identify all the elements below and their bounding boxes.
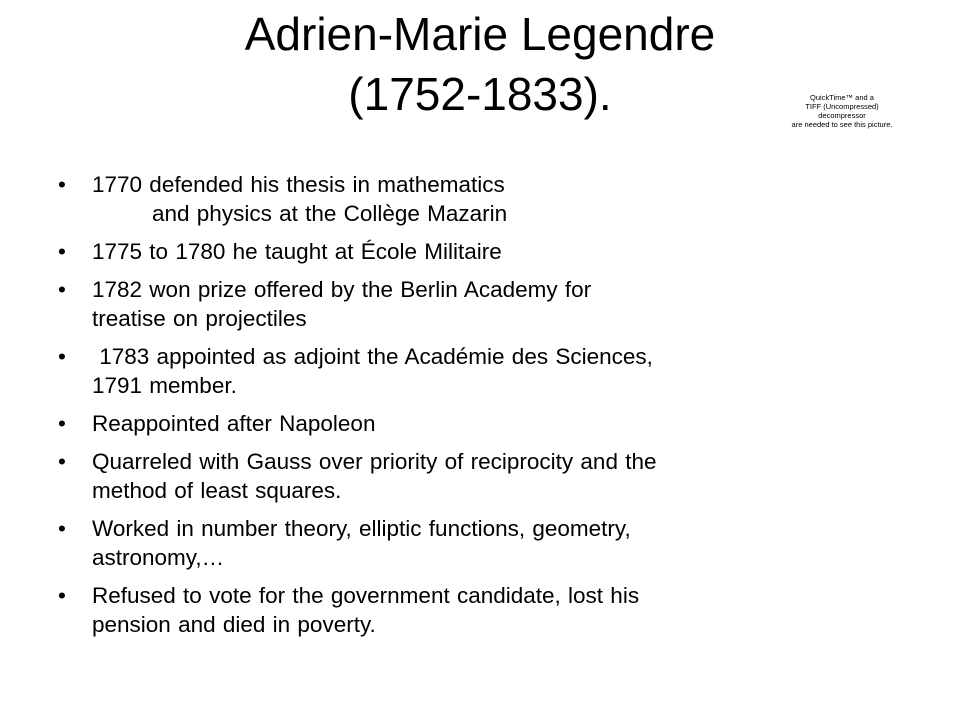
slide-title [120,4,840,124]
bullet-dot-icon: • [58,344,66,369]
bullet-text: Quarreled with Gauss over priority of reciprocity and the [92,449,657,474]
title-line-2: (1752-1833). [348,68,612,120]
placeholder-text-line-2: TIFF (Uncompressed) decompressor [805,102,879,120]
bullet-item [56,275,936,333]
bullet-item [56,581,936,639]
bullet-dot-icon: • [58,449,66,474]
bullet-text: pension and died in poverty. [92,612,376,637]
bullet-text: Refused to vote for the government candidate, lost his [92,583,640,608]
bullet-dot-icon: • [58,277,66,302]
bullet-item [56,237,936,266]
bullet-text: treatise on projectiles [92,306,307,331]
bullet-item [56,342,936,400]
bullet-dot-icon: • [58,516,66,541]
bullet-text: 1783 appointed as adjoint the Académie des Sciences, [92,344,653,369]
bullet-list [56,170,936,648]
placeholder-text-line-1: QuickTime™ and a [810,93,874,102]
bullet-dot-icon: • [58,583,66,608]
bullet-item [56,170,936,228]
bullet-text: Worked in number theory, elliptic functions, geometry, [92,516,631,541]
bullet-item [56,514,936,572]
bullet-dot-icon: • [58,239,66,264]
bullet-text: 1770 defended his thesis in mathematics [92,172,505,197]
bullet-text: 1782 won prize offered by the Berlin Academy for [92,277,592,302]
bullet-text: astronomy,… [92,545,225,570]
missing-picture-placeholder [782,93,902,129]
bullet-text: Reappointed after Napoleon [92,411,376,436]
placeholder-text-line-3: are needed to see this picture. [791,120,893,129]
bullet-text: and physics at the Collège Mazarin [152,201,508,226]
bullet-text: 1775 to 1780 he taught at École Militaire [92,239,502,264]
bullet-item [56,447,936,505]
bullet-dot-icon: • [58,172,66,197]
bullet-text: 1791 member. [92,373,237,398]
bullet-dot-icon: • [58,411,66,436]
bullet-item [56,409,936,438]
bullet-text: method of least squares. [92,478,342,503]
title-line-1: Adrien-Marie Legendre [244,8,716,60]
